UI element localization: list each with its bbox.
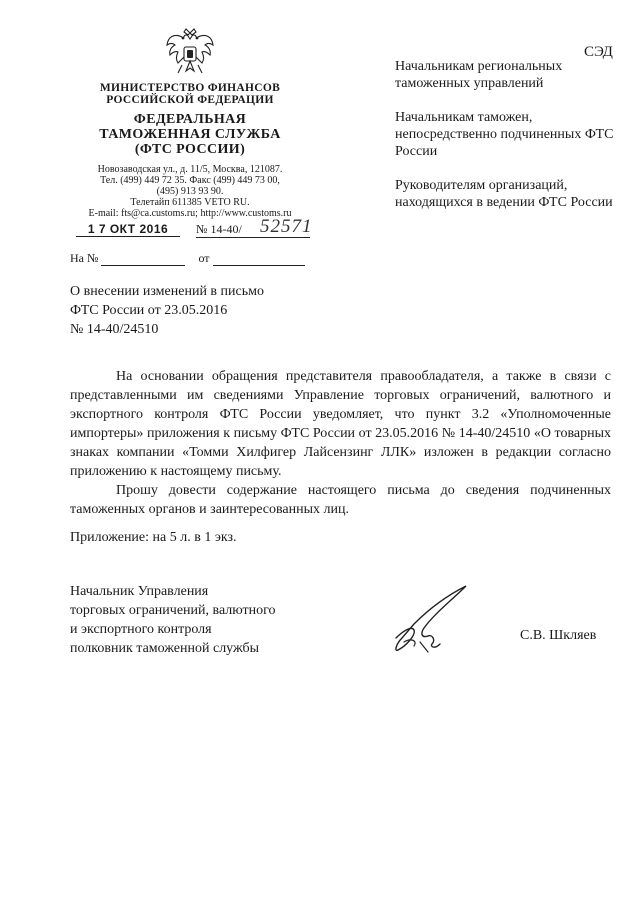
phone-line: Тел. (499) 449 72 35. Факс (499) 449 73 00, (100, 175, 280, 186)
teletype-line: Телетайп 611385 VETO RU. (130, 197, 250, 208)
address-line: Новозаводская ул., д. 11/5, Москва, 121087. (97, 164, 283, 175)
ministry-name: МИНИСТЕРСТВО ФИНАНСОВ (99, 82, 281, 94)
na-blank (101, 250, 185, 266)
signatory-title-line: Начальник Управления (70, 584, 209, 599)
reference-line (70, 250, 310, 266)
letter-body (70, 367, 611, 519)
phone-line-2: (495) 913 93 90. (156, 186, 224, 197)
registration-line (70, 216, 313, 244)
body-paragraph: Прошу довести содержание настоящего письма до сведения подчиненных таможенных органов и заинтересованных лиц. (70, 483, 611, 517)
ot-label: от (198, 251, 210, 265)
subject-line: ФТС России от 23.05.2016 (70, 303, 228, 318)
subject-line: О внесении изменений в письмо (70, 284, 264, 299)
ministry-name-line2: РОССИЙСКОЙ ФЕДЕРАЦИИ (106, 94, 274, 106)
coat-of-arms-emblem (164, 27, 216, 81)
signatory-title-line: полковник таможенной службы (70, 641, 260, 656)
service-name-line3: (ФТС РОССИИ) (134, 142, 246, 157)
sender-header (70, 82, 310, 157)
letter-subject (70, 282, 264, 339)
registration-date: 1 7 ОКТ 2016 (76, 222, 180, 237)
service-name-line1: ФЕДЕРАЛЬНАЯ (133, 112, 247, 127)
registration-number-handwritten: 52571 (260, 216, 313, 237)
handwritten-signature (384, 580, 484, 660)
contact-info (70, 164, 310, 219)
signatory-title-line: и экспортного контроля (70, 622, 212, 637)
registration-number (196, 216, 313, 238)
body-paragraph: На основании обращения представителя правообладателя, а также в связи с представленными им сведениями Управление торговых ограничений, валютного и экспортного контроля ФТС России уведомляет, что пункт 3.2 «Уполномоченные импортеры» приложения к письму ФТС России от 23.05.2016 № 14-40/24510 «О товарных знаках компании «Томми Хилфигер Лайсензинг ЛЛК» изложен в редакции согласно приложению к настоящему письму. (70, 369, 611, 479)
addressee: Руководителям организаций, находящихся в ведении ФТС России (395, 178, 613, 210)
registration-number-prefix: № 14-40/ (196, 222, 242, 236)
signatory-title (70, 582, 276, 658)
signer-name: С.В. Шкляев (520, 628, 597, 643)
addressee: Начальникам региональных таможенных управлений (395, 59, 563, 91)
addressee: Начальникам таможен, непосредственно подчиненных ФТС России (395, 110, 614, 159)
subject-line: № 14-40/24510 (70, 322, 159, 337)
attachment-note: Приложение: на 5 л. в 1 экз. (70, 530, 237, 545)
email-line: E-mail: fts@ca.customs.ru; http://www.customs.ru (88, 208, 292, 219)
na-label: На № (70, 251, 99, 265)
service-name-line2: ТАМОЖЕННАЯ СЛУЖБА (99, 127, 281, 142)
addressees (395, 58, 625, 228)
ot-blank (213, 250, 305, 266)
signatory-title-line: торговых ограничений, валютного (70, 603, 276, 618)
corner-mark: СЭД (584, 44, 613, 60)
